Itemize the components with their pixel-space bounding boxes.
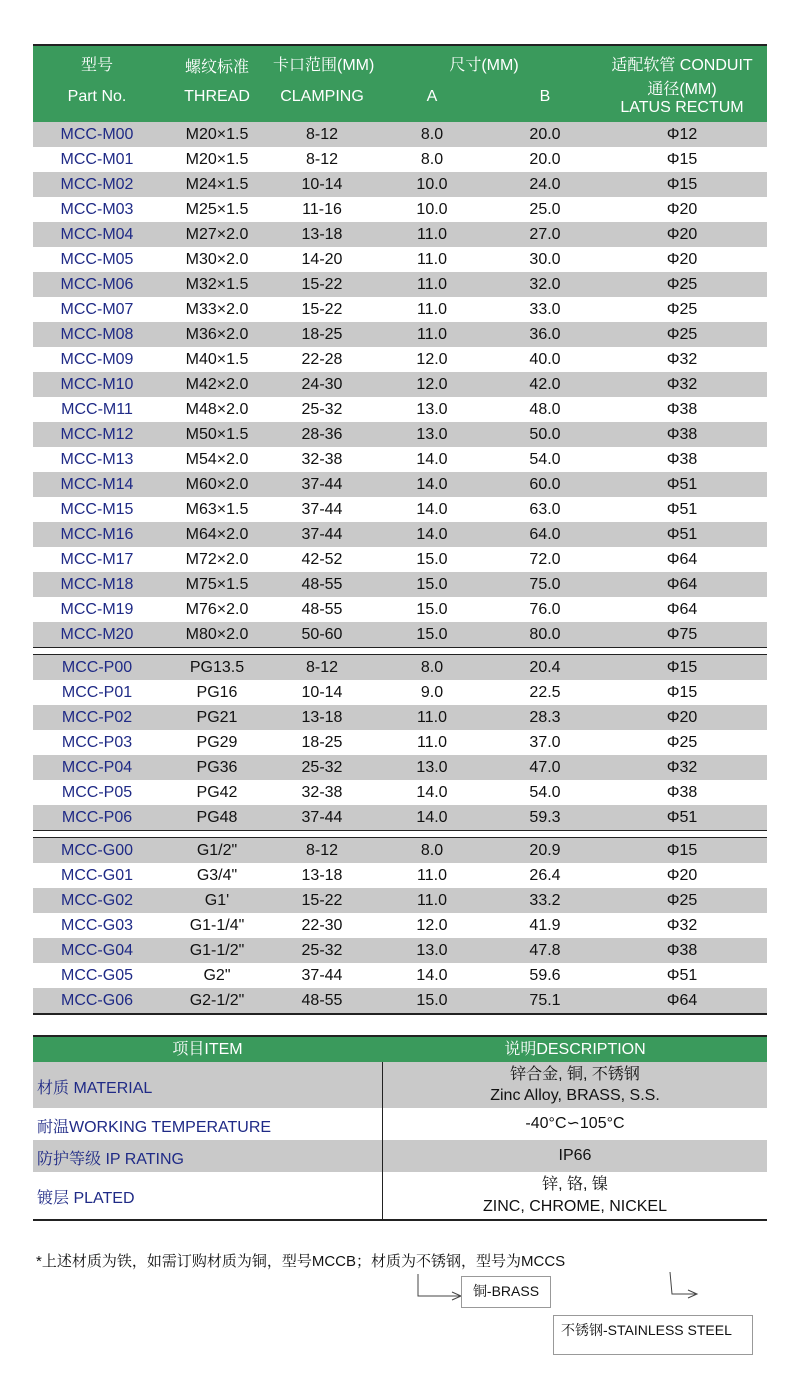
cell-dim-a: 11.0 <box>417 226 447 243</box>
cell-dim-a: 11.0 <box>417 276 447 293</box>
description-header: 说明DESCRIPTION <box>504 1041 646 1058</box>
cell-conduit: Φ32 <box>666 376 698 393</box>
cell-part-no: MCC-M12 <box>60 426 134 443</box>
cell-conduit: Φ64 <box>666 992 698 1009</box>
cell-conduit: Φ38 <box>666 426 698 443</box>
cell-thread: G1-1/2" <box>189 942 245 959</box>
cell-part-no: MCC-M13 <box>60 451 134 468</box>
cell-thread: G1' <box>204 892 230 909</box>
cell-conduit: Φ75 <box>666 626 698 643</box>
cell-thread: M72×2.0 <box>185 551 249 568</box>
item-header: 项目ITEM <box>172 1041 243 1058</box>
cell-thread: G2" <box>203 967 231 984</box>
cell-dim-b: 75.1 <box>529 992 561 1009</box>
cell-dim-b: 63.0 <box>529 501 561 518</box>
cell-dim-a: 9.0 <box>420 684 444 701</box>
cell-dim-a: 14.0 <box>416 476 448 493</box>
cell-part-no: MCC-G06 <box>60 992 133 1009</box>
cell-dim-b: 22.5 <box>529 684 561 701</box>
cell-thread: PG16 <box>196 684 238 701</box>
cell-clamping: 37-44 <box>301 476 343 493</box>
cell-dim-a: 14.0 <box>416 451 448 468</box>
ss-arrow-line <box>670 1272 696 1294</box>
cell-dim-b: 72.0 <box>529 551 561 568</box>
cell-part-no: MCC-M15 <box>60 501 134 518</box>
cell-part-no: MCC-G00 <box>60 842 133 859</box>
cell-thread: G2-1/2" <box>189 992 245 1009</box>
material-label: 材质 MATERIAL <box>37 1080 153 1097</box>
callout-stainless-steel: 不锈钢-STAINLESS STEEL <box>553 1315 753 1355</box>
cell-dim-b: 47.8 <box>529 942 561 959</box>
cell-conduit: Φ15 <box>666 176 698 193</box>
cell-conduit: Φ20 <box>666 226 698 243</box>
cell-thread: M60×2.0 <box>185 476 249 493</box>
cell-conduit: Φ51 <box>666 967 698 984</box>
cell-dim-b: 37.0 <box>529 734 561 751</box>
cell-conduit: Φ38 <box>666 451 698 468</box>
cell-dim-a: 14.0 <box>416 967 448 984</box>
cell-part-no: MCC-M02 <box>60 176 134 193</box>
cell-conduit: Φ38 <box>666 784 698 801</box>
cell-thread: M32×1.5 <box>185 276 249 293</box>
cell-clamping: 18-25 <box>301 326 343 343</box>
cell-dim-a: 11.0 <box>417 301 447 318</box>
cell-part-no: MCC-M18 <box>60 576 134 593</box>
cell-dim-a: 15.0 <box>416 576 448 593</box>
cell-dim-b: 20.0 <box>529 126 561 143</box>
cell-clamping: 13-18 <box>301 867 343 884</box>
cell-part-no: MCC-G05 <box>60 967 133 984</box>
cell-thread: M50×1.5 <box>185 426 249 443</box>
cell-conduit: Φ51 <box>666 476 698 493</box>
cell-dim-b: 75.0 <box>529 576 561 593</box>
cell-part-no: MCC-G04 <box>60 942 133 959</box>
header-thread-cn: 螺纹标准 <box>184 59 249 76</box>
cell-thread: M63×1.5 <box>185 501 249 518</box>
cell-dim-a: 13.0 <box>416 426 448 443</box>
cell-thread: PG13.5 <box>189 659 245 676</box>
cell-dim-a: 11.0 <box>417 734 447 751</box>
cell-conduit: Φ25 <box>666 276 698 293</box>
cell-thread: M33×2.0 <box>185 301 249 318</box>
cell-part-no: MCC-M10 <box>60 376 134 393</box>
cell-dim-a: 12.0 <box>416 351 448 368</box>
temperature-label: 耐温WORKING TEMPERATURE <box>37 1119 272 1136</box>
cell-clamping: 37-44 <box>301 809 343 826</box>
footnote: *上述材质为铁，如需订购材质为铜，型号MCCB；材质为不锈钢，型号为MCCS <box>36 1253 566 1270</box>
cell-part-no: MCC-M19 <box>60 601 134 618</box>
cell-dim-b: 41.9 <box>529 917 561 934</box>
cell-dim-a: 12.0 <box>416 917 448 934</box>
cell-conduit: Φ32 <box>666 351 698 368</box>
cell-part-no: MCC-M00 <box>60 126 134 143</box>
cell-dim-b: 54.0 <box>529 451 561 468</box>
cell-conduit: Φ15 <box>666 151 698 168</box>
cell-conduit: Φ20 <box>666 709 698 726</box>
cell-clamping: 13-18 <box>301 709 343 726</box>
cell-clamping: 28-36 <box>301 426 343 443</box>
cell-thread: M25×1.5 <box>185 201 249 218</box>
cell-thread: M80×2.0 <box>185 626 249 643</box>
cell-conduit: Φ64 <box>666 601 698 618</box>
cell-thread: M20×1.5 <box>185 126 249 143</box>
ip-rating-value: IP66 <box>558 1147 592 1164</box>
cell-dim-a: 14.0 <box>416 526 448 543</box>
cell-thread: M27×2.0 <box>185 226 249 243</box>
cell-dim-a: 13.0 <box>416 759 448 776</box>
cell-clamping: 22-28 <box>301 351 343 368</box>
cell-thread: G3/4" <box>196 867 238 884</box>
cell-part-no: MCC-M16 <box>60 526 134 543</box>
cell-dim-b: 48.0 <box>529 401 561 418</box>
cell-clamping: 15-22 <box>301 301 343 318</box>
header-thread-en: THREAD <box>184 88 250 105</box>
cell-dim-b: 40.0 <box>529 351 561 368</box>
cell-conduit: Φ51 <box>666 809 698 826</box>
cell-thread: PG29 <box>196 734 238 751</box>
cell-part-no: MCC-G02 <box>60 892 133 909</box>
cell-thread: M36×2.0 <box>185 326 249 343</box>
cell-thread: M40×1.5 <box>185 351 249 368</box>
cell-conduit: Φ20 <box>666 201 698 218</box>
cell-dim-a: 8.0 <box>420 842 444 859</box>
cell-dim-b: 28.3 <box>529 709 561 726</box>
cell-part-no: MCC-M14 <box>60 476 134 493</box>
cell-dim-a: 15.0 <box>416 626 448 643</box>
cell-clamping: 48-55 <box>301 576 343 593</box>
cell-conduit: Φ25 <box>666 892 698 909</box>
cell-part-no: MCC-M11 <box>61 401 133 418</box>
cell-thread: M20×1.5 <box>185 151 249 168</box>
cell-thread: M30×2.0 <box>185 251 249 268</box>
cell-dim-b: 32.0 <box>529 276 561 293</box>
cell-clamping: 14-20 <box>301 251 343 268</box>
cell-part-no: MCC-P04 <box>61 759 133 776</box>
cell-clamping: 32-38 <box>301 451 343 468</box>
cell-dim-a: 13.0 <box>416 401 448 418</box>
cell-clamping: 25-32 <box>301 401 343 418</box>
cell-thread: PG36 <box>196 759 238 776</box>
cell-dim-a: 15.0 <box>416 601 448 618</box>
cell-dim-b: 50.0 <box>529 426 561 443</box>
header-conduit-line2: 通径(MM) <box>647 81 717 98</box>
cell-part-no: MCC-M20 <box>60 626 134 643</box>
cell-part-no: MCC-P06 <box>61 809 133 826</box>
cell-part-no: MCC-M06 <box>60 276 134 293</box>
cell-thread: M48×2.0 <box>185 401 249 418</box>
cell-dim-a: 15.0 <box>416 551 448 568</box>
header-conduit-line3: LATUS RECTUM <box>620 99 744 116</box>
cell-thread: M24×1.5 <box>185 176 249 193</box>
cell-part-no: MCC-M05 <box>60 251 134 268</box>
plated-value-cn: 锌, 铬, 镍 <box>542 1176 608 1193</box>
cell-thread: M42×2.0 <box>185 376 249 393</box>
cell-thread: PG21 <box>196 709 238 726</box>
cell-dim-b: 60.0 <box>529 476 561 493</box>
header-dim-cn: 尺寸(MM) <box>449 57 519 74</box>
cell-dim-b: 25.0 <box>529 201 561 218</box>
header-clamp-en: CLAMPING <box>280 88 364 105</box>
cell-dim-a: 14.0 <box>416 784 448 801</box>
cell-clamping: 50-60 <box>301 626 343 643</box>
cell-conduit: Φ32 <box>666 917 698 934</box>
cell-dim-b: 42.0 <box>529 376 561 393</box>
cell-dim-b: 27.0 <box>529 226 561 243</box>
cell-thread: M64×2.0 <box>185 526 249 543</box>
cell-part-no: MCC-P05 <box>61 784 133 801</box>
cell-clamping: 15-22 <box>301 276 343 293</box>
cell-conduit: Φ51 <box>666 526 698 543</box>
cell-clamping: 22-30 <box>301 917 343 934</box>
cell-dim-b: 26.4 <box>529 867 561 884</box>
cell-thread: PG48 <box>196 809 238 826</box>
cell-dim-a: 13.0 <box>416 942 448 959</box>
cell-conduit: Φ12 <box>666 126 698 143</box>
cell-conduit: Φ32 <box>666 759 698 776</box>
cell-dim-a: 11.0 <box>417 892 447 909</box>
cell-conduit: Φ15 <box>666 684 698 701</box>
cell-clamping: 13-18 <box>301 226 343 243</box>
cell-clamping: 25-32 <box>301 759 343 776</box>
material-value-cn: 锌合金, 铜, 不锈钢 <box>510 1066 640 1083</box>
cell-dim-a: 8.0 <box>420 659 444 676</box>
cell-clamping: 8-12 <box>305 126 339 143</box>
cell-dim-a: 8.0 <box>420 126 444 143</box>
cell-dim-b: 30.0 <box>529 251 561 268</box>
callout-brass: 铜-BRASS <box>461 1276 551 1308</box>
cell-clamping: 37-44 <box>301 967 343 984</box>
cell-dim-a: 11.0 <box>417 251 447 268</box>
cell-dim-a: 8.0 <box>420 151 444 168</box>
cell-clamping: 32-38 <box>301 784 343 801</box>
cell-thread: G1-1/4" <box>189 917 245 934</box>
cell-clamping: 37-44 <box>301 526 343 543</box>
cell-clamping: 24-30 <box>301 376 343 393</box>
cell-conduit: Φ15 <box>666 659 698 676</box>
cell-part-no: MCC-P02 <box>61 709 133 726</box>
cell-clamping: 10-14 <box>301 176 343 193</box>
cell-dim-b: 20.0 <box>529 151 561 168</box>
cell-dim-b: 54.0 <box>529 784 561 801</box>
cell-conduit: Φ64 <box>666 551 698 568</box>
cell-dim-b: 64.0 <box>529 526 561 543</box>
plated-label: 镀层 PLATED <box>37 1190 135 1207</box>
cell-part-no: MCC-M03 <box>60 201 134 218</box>
cell-conduit: Φ15 <box>666 842 698 859</box>
cell-clamping: 15-22 <box>301 892 343 909</box>
cell-clamping: 8-12 <box>305 842 339 859</box>
cell-conduit: Φ25 <box>666 301 698 318</box>
cell-dim-b: 20.4 <box>529 659 561 676</box>
cell-dim-a: 14.0 <box>416 501 448 518</box>
cell-clamping: 11-16 <box>302 201 342 218</box>
cell-dim-a: 11.0 <box>417 709 447 726</box>
cell-clamping: 25-32 <box>301 942 343 959</box>
cell-thread: M54×2.0 <box>185 451 249 468</box>
header-conduit-line1: 适配软管 CONDUIT <box>611 57 753 74</box>
cell-dim-b: 76.0 <box>529 601 561 618</box>
cell-part-no: MCC-G01 <box>60 867 133 884</box>
header-part-cn: 型号 <box>80 57 113 74</box>
cell-dim-b: 59.3 <box>529 809 561 826</box>
cell-thread: M76×2.0 <box>185 601 249 618</box>
cell-conduit: Φ64 <box>666 576 698 593</box>
cell-clamping: 18-25 <box>301 734 343 751</box>
cell-part-no: MCC-M08 <box>60 326 134 343</box>
cell-dim-a: 15.0 <box>416 992 448 1009</box>
cell-dim-a: 14.0 <box>416 809 448 826</box>
cell-dim-b: 59.6 <box>529 967 561 984</box>
cell-dim-b: 47.0 <box>529 759 561 776</box>
cell-conduit: Φ20 <box>666 251 698 268</box>
cell-dim-b: 33.2 <box>529 892 561 909</box>
cell-dim-b: 24.0 <box>529 176 561 193</box>
cell-clamping: 48-55 <box>301 992 343 1009</box>
cell-thread: G1/2" <box>196 842 238 859</box>
cell-part-no: MCC-G03 <box>60 917 133 934</box>
cell-conduit: Φ38 <box>666 942 698 959</box>
header-dim-a: A <box>426 88 438 105</box>
cell-dim-a: 12.0 <box>416 376 448 393</box>
cell-dim-a: 10.0 <box>416 201 448 218</box>
cell-part-no: MCC-M01 <box>60 151 134 168</box>
cell-part-no: MCC-M07 <box>60 301 134 318</box>
cell-dim-b: 20.9 <box>529 842 561 859</box>
cell-clamping: 42-52 <box>301 551 343 568</box>
header-part-en: Part No. <box>67 88 127 105</box>
temperature-value: -40°C∽105°C <box>525 1115 625 1132</box>
cell-part-no: MCC-M09 <box>60 351 134 368</box>
ip-rating-label: 防护等级 IP RATING <box>37 1151 184 1168</box>
cell-clamping: 10-14 <box>301 684 343 701</box>
cell-conduit: Φ25 <box>666 734 698 751</box>
cell-conduit: Φ25 <box>666 326 698 343</box>
cell-dim-b: 36.0 <box>529 326 561 343</box>
cell-clamping: 48-55 <box>301 601 343 618</box>
cell-clamping: 8-12 <box>305 151 339 168</box>
material-value-en: Zinc Alloy, BRASS, S.S. <box>490 1087 660 1104</box>
cell-dim-b: 80.0 <box>529 626 561 643</box>
cell-thread: M75×1.5 <box>185 576 249 593</box>
header-dim-b: B <box>539 88 551 105</box>
cell-part-no: MCC-P03 <box>61 734 133 751</box>
cell-dim-b: 33.0 <box>529 301 561 318</box>
cell-thread: PG42 <box>196 784 238 801</box>
cell-conduit: Φ51 <box>666 501 698 518</box>
header-clamp-cn: 卡口范围(MM) <box>273 57 375 74</box>
plated-value-en: ZINC, CHROME, NICKEL <box>482 1198 667 1215</box>
cell-part-no: MCC-P00 <box>61 659 133 676</box>
cell-conduit: Φ20 <box>666 867 698 884</box>
cell-part-no: MCC-M04 <box>60 226 134 243</box>
cell-part-no: MCC-P01 <box>61 684 133 701</box>
cell-dim-a: 11.0 <box>417 867 447 884</box>
cell-part-no: MCC-M17 <box>60 551 134 568</box>
cell-dim-a: 11.0 <box>417 326 447 343</box>
cell-clamping: 8-12 <box>305 659 339 676</box>
cell-clamping: 37-44 <box>301 501 343 518</box>
cell-dim-a: 10.0 <box>416 176 448 193</box>
cell-conduit: Φ38 <box>666 401 698 418</box>
